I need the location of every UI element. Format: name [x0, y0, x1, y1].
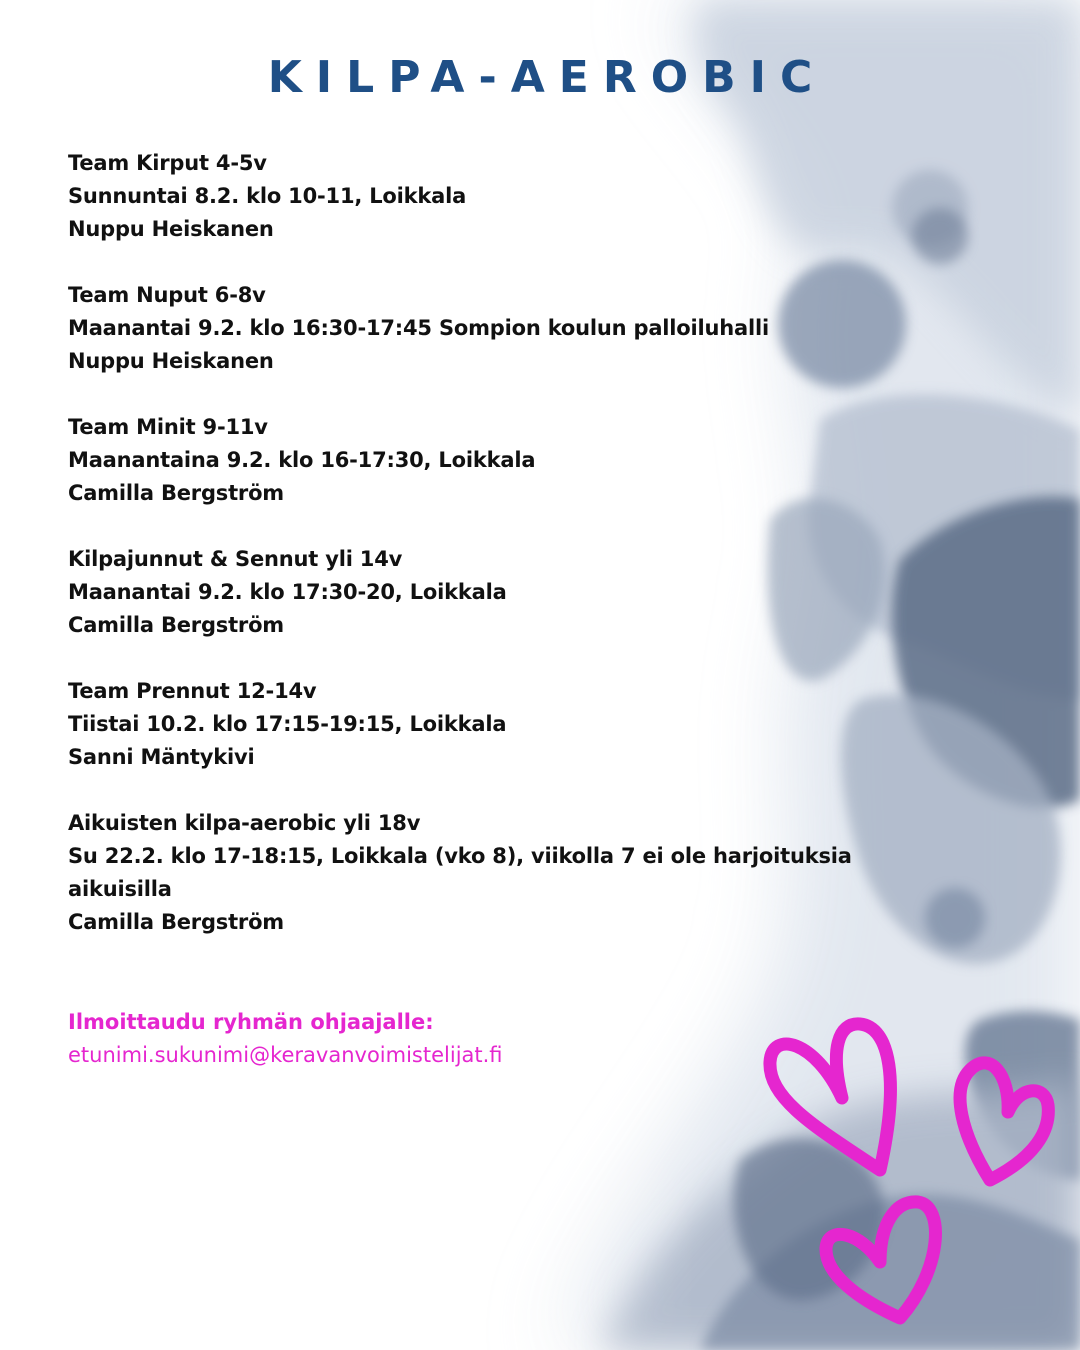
signup-email-link[interactable]: etunimi.sukunimi@keravanvoimistelijat.fi	[68, 1043, 503, 1067]
group-schedule: Maanantaina 9.2. klo 16-17:30, Loikkala	[68, 448, 536, 472]
group-coach: Camilla Bergström	[68, 613, 284, 637]
group-kirput	[68, 147, 898, 246]
group-name: Team Minit 9-11v	[68, 415, 268, 439]
group-nuput	[68, 279, 898, 378]
group-minit	[68, 411, 898, 510]
group-name: Team Kirput 4-5v	[68, 151, 267, 175]
group-schedule: Maanantai 9.2. klo 17:30-20, Loikkala	[68, 580, 507, 604]
group-schedule: Sunnuntai 8.2. klo 10-11, Loikkala	[68, 184, 467, 208]
group-name: Team Nuput 6-8v	[68, 283, 266, 307]
group-list	[68, 147, 898, 972]
page-title: KILPA-AEROBIC	[267, 52, 827, 103]
group-aikuiset	[68, 807, 898, 939]
group-kilpajunnut-sennut	[68, 543, 898, 642]
signup-heading: Ilmoittaudu ryhmän ohjaajalle:	[68, 1010, 434, 1034]
group-name: Team Prennut 12-14v	[68, 679, 317, 703]
group-schedule: Tiistai 10.2. klo 17:15-19:15, Loikkala	[68, 712, 507, 736]
group-coach: Nuppu Heiskanen	[68, 349, 274, 373]
group-coach: Camilla Bergström	[68, 910, 284, 934]
group-coach: Nuppu Heiskanen	[68, 217, 274, 241]
group-schedule: Maanantai 9.2. klo 16:30-17:45 Sompion koulun palloiluhalli	[68, 316, 769, 340]
group-name: Kilpajunnut & Sennut yli 14v	[68, 547, 403, 571]
signup-info	[68, 1006, 768, 1072]
group-name: Aikuisten kilpa-aerobic yli 18v	[68, 811, 421, 835]
group-coach: Sanni Mäntykivi	[68, 745, 255, 769]
group-schedule: Su 22.2. klo 17-18:15, Loikkala (vko 8), viikolla 7 ei ole harjoituksia	[68, 844, 852, 868]
group-prennut	[68, 675, 898, 774]
group-schedule-continued: aikuisilla	[68, 877, 172, 901]
group-coach: Camilla Bergström	[68, 481, 284, 505]
